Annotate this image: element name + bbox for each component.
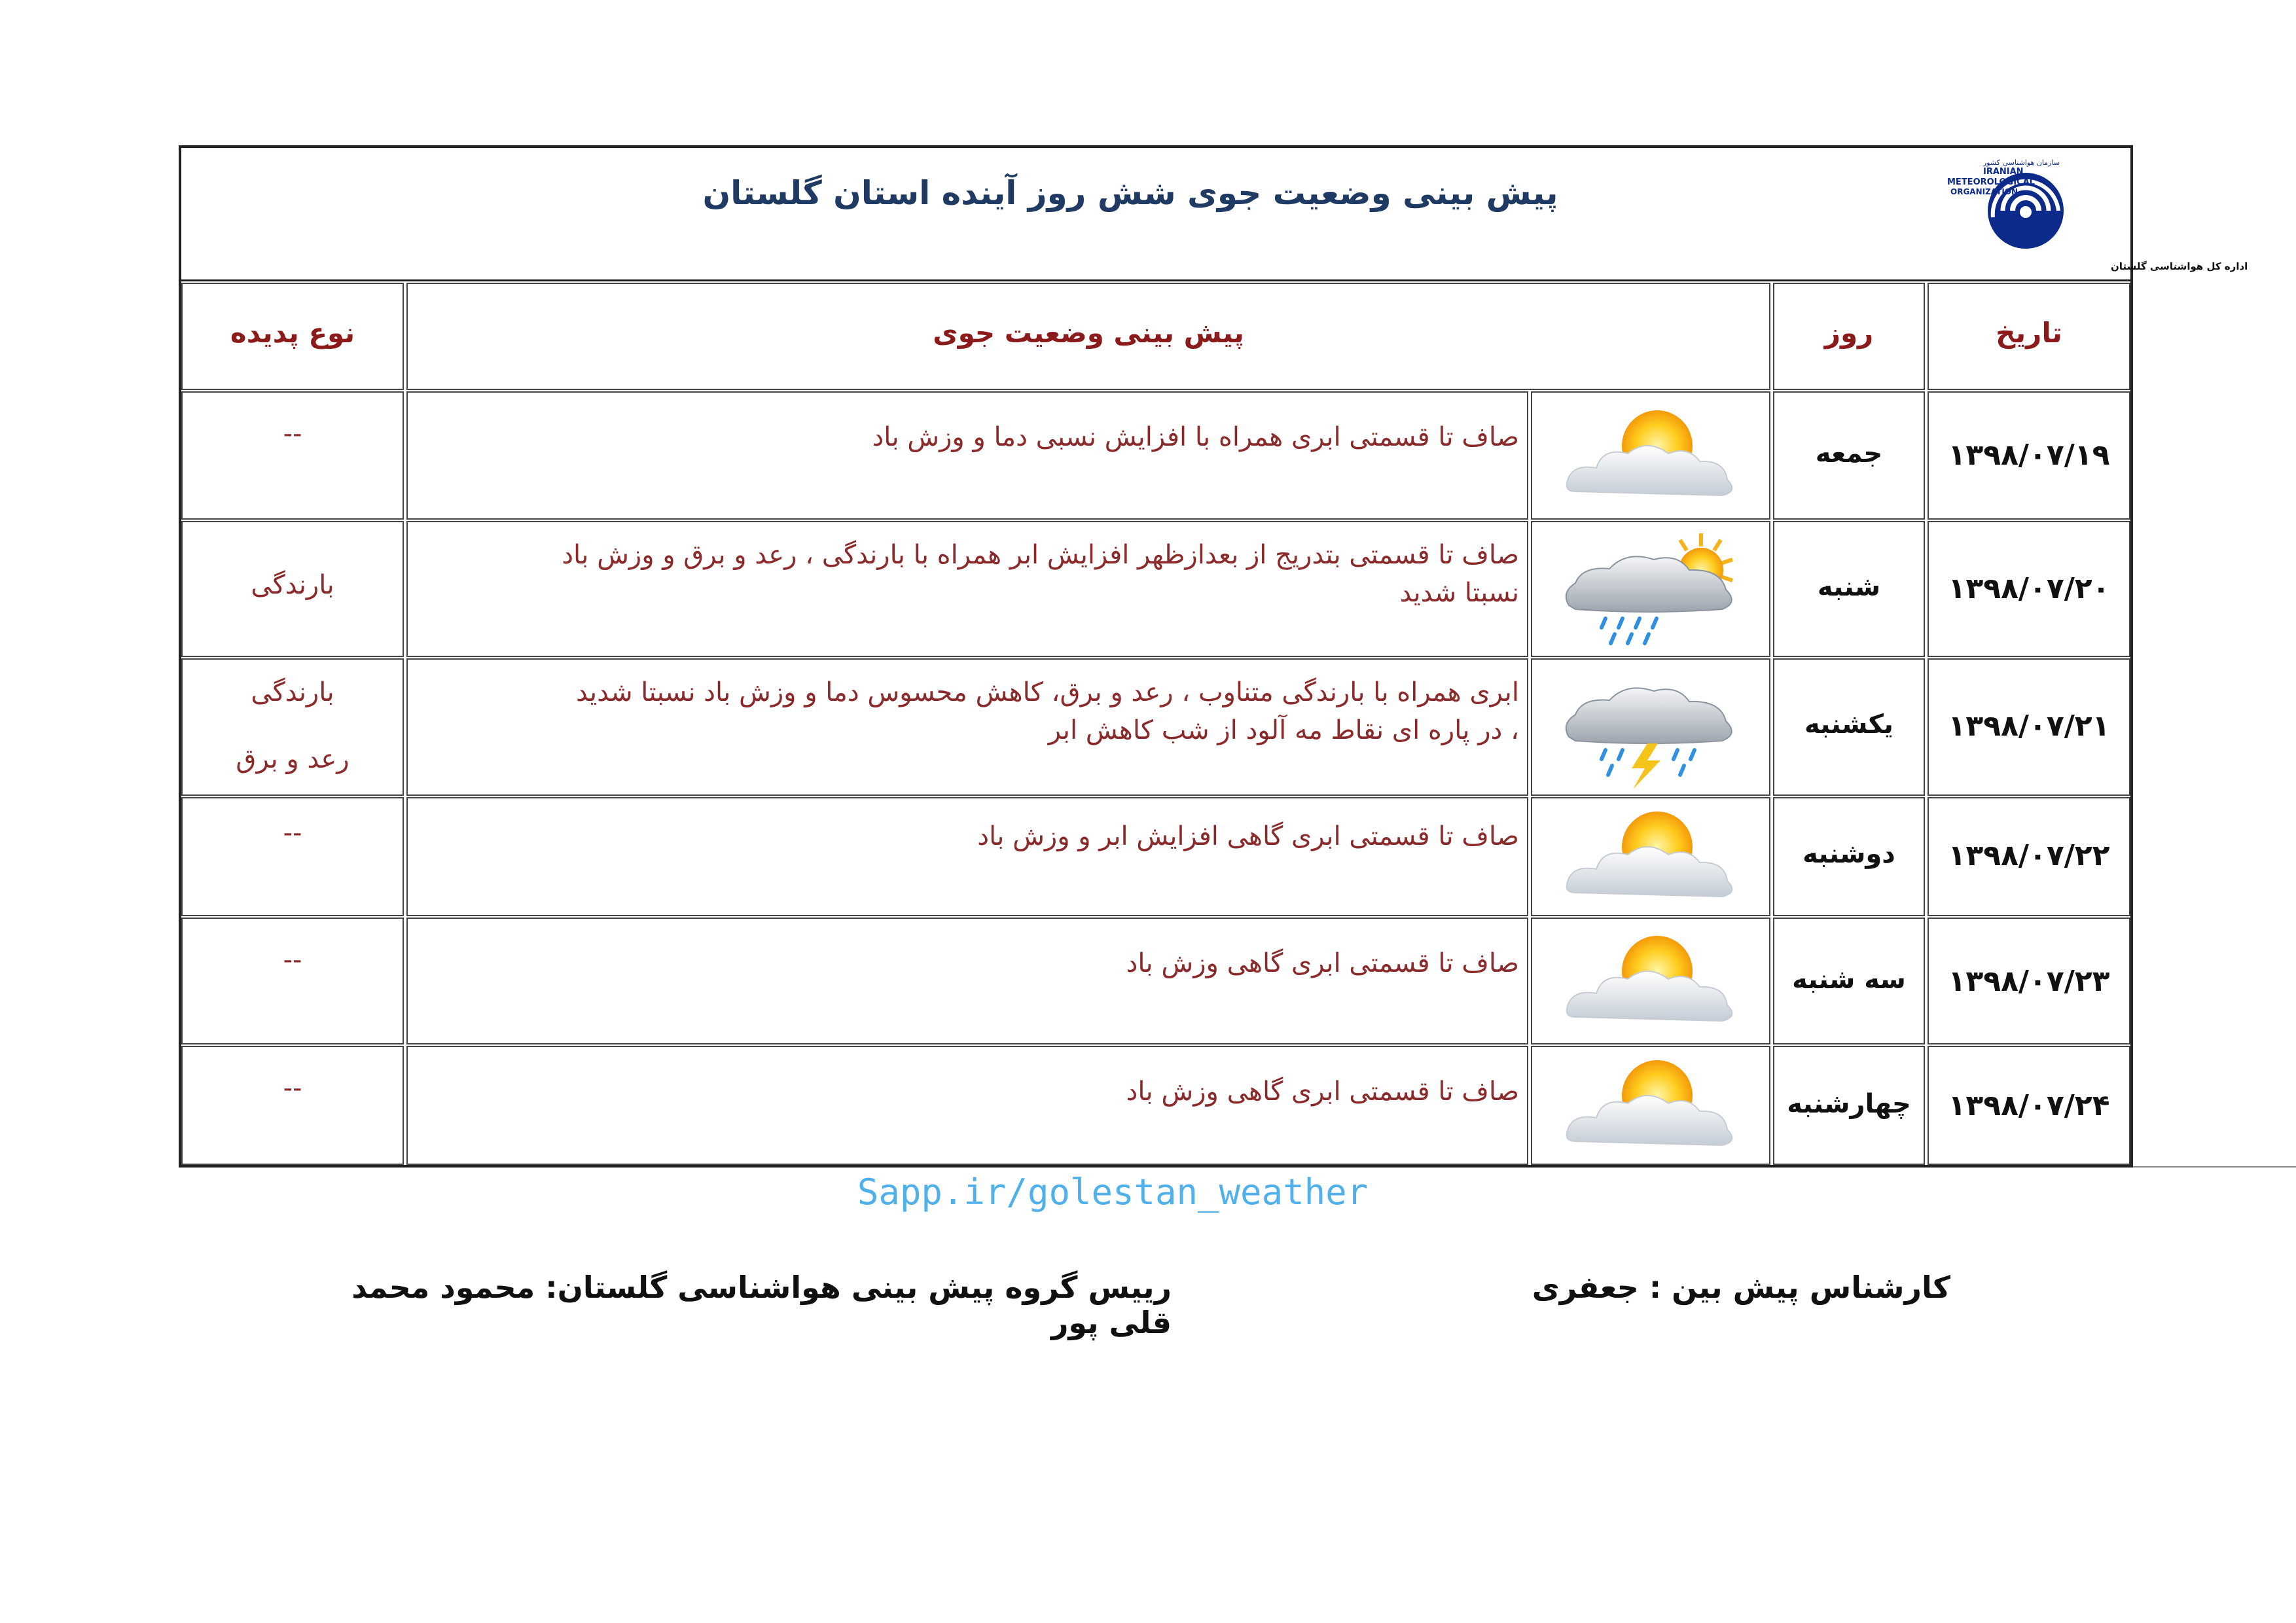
row3-date-cell [1928,658,2130,796]
row3-description-cell [406,658,1528,796]
row5-description-cell [406,918,1528,1044]
row5-phenomenon: -- [283,945,302,975]
logo-org-fa: سازمان هواشناسی کشور [1983,158,2060,167]
row5-description: صاف تا قسمتی ابری گاهی وزش باد [1126,948,1519,978]
row1-icon-cell [1531,391,1770,520]
row1-day-cell [1773,391,1925,520]
row6-phenomenon: -- [283,1073,302,1103]
row5-day-cell [1773,918,1925,1044]
row4-icon-cell [1531,797,1770,916]
row3-description-line2: ، در پاره ای نقاط مه آلود از شب کاهش ابر [1048,715,1519,745]
row5-date: ۱۳۹۸/۰۷/۲۳ [1948,965,2110,998]
row4-date: ۱۳۹۸/۰۷/۲۲ [1948,839,2110,872]
row5-icon-cell [1531,918,1770,1044]
forecast-table [179,145,2248,1168]
logo-org-en-1: IRANIAN [1983,167,2024,177]
row4-description: صاف تا قسمتی ابری گاهی افزایش ابر و وزش باد [977,821,1519,851]
row1-phenomenon-cell [181,391,404,520]
channel-link[interactable]: Sapp.ir/golestan_weather [857,1171,1369,1213]
row3-phenomenon-line2: رعد و برق [236,744,350,774]
row3-phenomenon-line1: بارندگی [251,677,334,707]
row6-icon-cell [1531,1046,1770,1165]
header-date-cell [1928,283,2130,390]
partly-cloudy-icon [1549,801,1752,912]
row6-date-cell [1928,1046,2130,1165]
row3-phenomenon-cell [181,658,404,796]
row1-day: جمعه [1815,438,1883,469]
row2-phenomenon: بارندگی [251,570,334,600]
partly-cloudy-icon [1549,925,1752,1037]
row3-day-cell [1773,658,1925,796]
forecaster-signature: کارشناس پیش بین : جعفری [1532,1270,1950,1305]
thunderstorm-icon [1549,665,1752,789]
row5-date-cell [1928,918,2130,1044]
row3-date: ۱۳۹۸/۰۷/۲۱ [1948,709,2110,743]
header-date: تاریخ [1996,317,2062,349]
row1-description: صاف تا قسمتی ابری همراه با افزایش نسبی دما و وزش باد [872,422,1519,452]
row1-phenomenon: -- [283,419,302,449]
row3-description-line1: ابری همراه با بارندگی متناوب ، رعد و برق، کاهش محسوس دما و وزش باد نسبتا شدید [575,677,1519,707]
row5-phenomenon-cell [181,918,404,1044]
head-signature: رییس گروه پیش بینی هواشناسی گلستان: محمود محمد قلی پور [351,1270,1172,1340]
page-title: پیش بینی وضعیت جوی شش روز آینده استان گلستان [702,174,1558,212]
header-day-cell [1773,283,1925,390]
row1-date-cell [1928,391,2130,520]
divider-line [2133,1166,2296,1168]
header-forecast: پیش بینی وضعیت جوی [933,317,1244,349]
row4-description-cell [406,797,1528,916]
header-day: روز [1824,317,1874,349]
row6-description: صاف تا قسمتی ابری گاهی وزش باد [1126,1077,1519,1107]
header-phenomenon-cell [181,283,404,390]
row4-phenomenon: -- [283,818,302,848]
row2-description-line2: نسبتا شدید [1399,578,1519,608]
row6-phenomenon-cell [181,1046,404,1165]
partly-cloudy-icon [1549,1050,1752,1161]
logo-org-en-3: ORGANIZATION [1950,187,2018,196]
rain-sun-icon [1549,527,1752,651]
row2-day-cell [1773,521,1925,657]
header-phenomenon: نوع پدیده [230,317,355,349]
row4-day-cell [1773,797,1925,916]
org-logo [1921,158,2248,276]
row5-day: سه شنبه [1792,965,1906,995]
row1-description-cell [406,391,1528,520]
row4-day: دوشنبه [1803,839,1895,869]
row2-day: شنبه [1817,572,1881,602]
row3-day: یکشنبه [1804,709,1893,740]
row2-phenomenon-cell [181,521,404,657]
row2-date-cell [1928,521,2130,657]
row6-date: ۱۳۹۸/۰۷/۲۴ [1948,1089,2110,1122]
row3-icon-cell [1531,658,1770,796]
row2-description-cell [406,521,1528,657]
row6-day: چهارشنبه [1787,1089,1911,1119]
logo-office: اداره کل هواشناسی گلستان [2111,260,2248,272]
title-row [181,148,2248,281]
header-forecast-cell [406,283,1770,390]
row6-day-cell [1773,1046,1925,1165]
partly-cloudy-icon [1549,400,1752,511]
row2-description-line1: صاف تا قسمتی بتدریج از بعدازظهر افزایش ابر همراه با بارندگی ، رعد و برق و وزش باد [562,540,1519,570]
row4-date-cell [1928,797,2130,916]
row6-description-cell [406,1046,1528,1165]
row4-phenomenon-cell [181,797,404,916]
row2-icon-cell [1531,521,1770,657]
row1-date: ۱۳۹۸/۰۷/۱۹ [1948,438,2110,472]
row2-date: ۱۳۹۸/۰۷/۲۰ [1948,572,2110,605]
logo-org-en-2: METEOROLOGICAL [1947,177,2035,187]
